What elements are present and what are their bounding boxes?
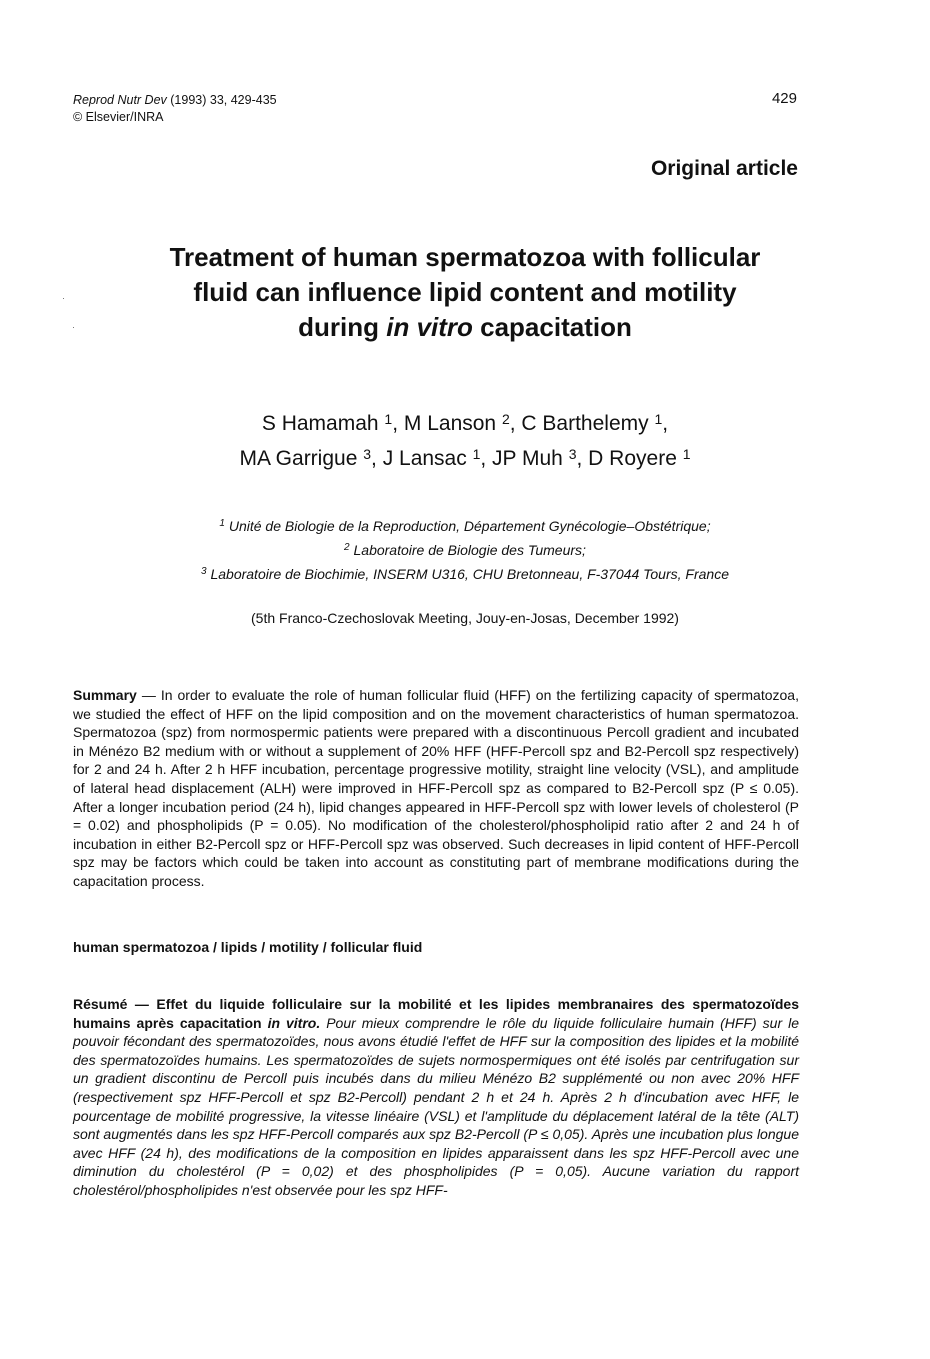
resume-title-italic: in vitro. (267, 1014, 321, 1031)
affiliation-number: 1 (219, 518, 225, 529)
article-type: Original article (650, 157, 798, 180)
affiliation-2 (80, 537, 850, 561)
keywords: human spermatozoa / lipids / motility / follicular fluid (73, 939, 423, 955)
author-affiliation-mark: 2 (501, 411, 510, 427)
summary-label: Summary (73, 687, 137, 703)
resume-title: — Effet du liquide folliculaire sur la mobilité et les lipides membranaires des spermatozoïdes humains après capacitation (73, 996, 799, 1031)
author-affiliation-mark: 3 (568, 446, 577, 462)
title-line-1: Treatment of human spermatozoa with follicular (169, 242, 761, 272)
article-title (80, 240, 850, 345)
journal-name: Reprod Nutr Dev (73, 93, 167, 107)
scan-speck (73, 327, 74, 328)
title-line-3-pre: during (298, 312, 387, 342)
resume-text: Pour mieux comprendre le rôle du liquide folliculaire humain (HFF) sur le pouvoir fécondant des spermatozoïdes, nous avons étudié l'effet de HFF sur la composition des lipides et la mobilité des spermatozoïdes humains. Les spermatozoïdes de sujets normospermiques ont été isolés par centrifugation sur un gradient discontinu de Percoll puis incubés dans du milieu Ménézo B2 supplémenté ou non avec 20% HFF (respectivement spz HFF-Percoll et spz B2-Percoll) pendant 2 h et 24 h. Après 2 h d'incubation avec HFF, le pourcentage de mobilité progressive, la vitesse linéaire (VSL) et l'amplitude du déplacement latéral de la tête (ALT) sont augmentés dans les spz HFF-Percoll comparés aux spz B2-Percoll (P ≤ 0,05). Après une incubation plus longue avec HFF (24 h), des modifications de la composition en lipides apparaissent dans les spz HFF-Percoll avec une diminution du cholestérol (P = 0,02) et des phospholipides (P = 0,05). Aucune variation du rapport cholestérol/phospholipides n'est observée pour les spz HFF- (73, 1014, 799, 1198)
author-name: M Lanson (403, 412, 502, 435)
author-line-1 (80, 404, 850, 439)
affiliation-text: Laboratoire de Biochimie, INSERM U316, CHU Bretonneau, F-37044 Tours, France (206, 566, 729, 582)
affiliation-text: Laboratoire de Biologie des Tumeurs; (349, 542, 586, 558)
author-list (80, 404, 850, 474)
author-affiliation-mark: 1 (682, 446, 691, 462)
author-name: J Lansac (382, 447, 473, 470)
resume-label: Résumé (73, 996, 128, 1012)
author-name: D Royere (588, 447, 683, 470)
author-separator: , (392, 412, 404, 435)
summary-paragraph (73, 686, 799, 891)
citation-details: (1993) 33, 429-435 (166, 93, 277, 107)
author-name: C Barthelemy (521, 412, 655, 435)
publisher: © Elsevier/INRA (73, 110, 164, 124)
author-separator: , (576, 447, 589, 470)
resume-paragraph (73, 995, 799, 1200)
author-affiliation-mark: 3 (363, 446, 372, 462)
affiliation-1 (80, 513, 850, 537)
scan-speck (63, 298, 64, 299)
meeting-note: (5th Franco-Czechoslovak Meeting, Jouy-en-Josas, December 1992) (251, 610, 679, 626)
author-separator: , (371, 447, 383, 470)
author-affiliation-mark: 1 (472, 446, 481, 462)
author-affiliation-mark: 1 (384, 411, 393, 427)
title-line-3-post: capacitation (472, 312, 632, 342)
journal-header (73, 92, 277, 126)
affiliation-3 (80, 561, 850, 585)
author-name: JP Muh (492, 447, 569, 470)
summary-text: — In order to evaluate the role of human follicular fluid (HFF) on the fertilizing capacity of spermatozoa, we studied the effect of HFF on the lipid composition and on the movement characteristics of human spermatozoa. Spermatozoa (spz) from normospermic patients were prepared with a discontinuous Percoll gradient and incubated in Ménézo B2 medium with or without a supplement of 20% HFF (HFF-Percoll spz and B2-Percoll spz respectively) for 2 and 24 h. After 2 h HFF incubation, percentage progressive motility, straight line velocity (VSL), and amplitude of lateral head displacement (ALH) were improved in HFF-Percoll spz as compared to B2-Percoll spz (P ≤ 0.05). After a longer incubation period (24 h), lipid changes appeared in HFF-Percoll spz with lower levels of cholesterol (P = 0.02) and phospholipids (P = 0.05). No modification of the cholesterol/phospholipid ratio after 2 and 24 h of incubation in either B2-Percoll spz or HFF-Percoll spz was observed. Such decreases in lipid content of HFF-Percoll spz may be factors which could be taken into account as constituting part of membrane modifications during the capacitation process. (73, 687, 799, 889)
author-line-2 (80, 439, 850, 474)
title-line-2: fluid can influence lipid content and motility (193, 277, 737, 307)
author-name: S Hamamah (261, 412, 385, 435)
author-separator: , (509, 412, 522, 435)
author-separator: , (662, 412, 669, 435)
affiliations (80, 513, 850, 585)
author-affiliation-mark: 1 (654, 411, 663, 427)
affiliation-number: 2 (344, 542, 350, 553)
affiliation-text: Unité de Biologie de la Reproduction, Département Gynécologie–Obstétrique; (224, 518, 711, 534)
title-line-3-italic: in vitro (386, 312, 473, 342)
page-number: 429 (771, 90, 797, 107)
journal-citation (73, 92, 277, 109)
author-name: MA Garrigue (239, 447, 364, 470)
affiliation-number: 3 (201, 566, 207, 577)
author-separator: , (480, 447, 493, 470)
